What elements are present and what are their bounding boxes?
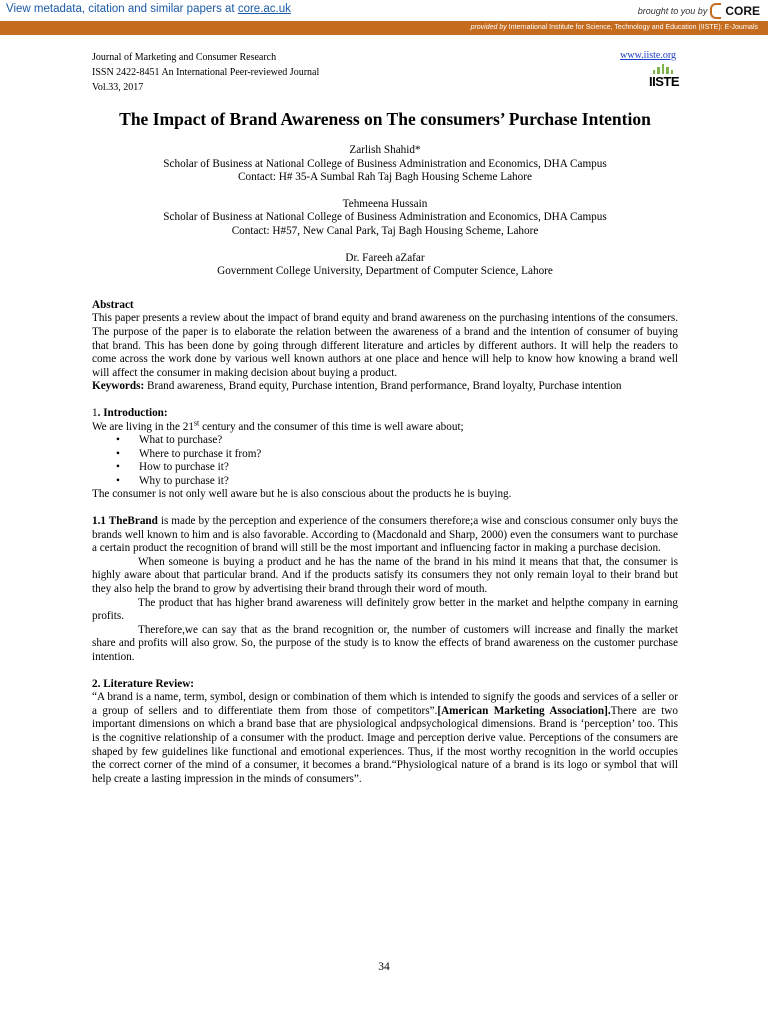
brought-by-text: brought to you by: [637, 6, 708, 16]
author-contact: Contact: H# 35-A Sumbal Rah Taj Bagh Housing Scheme Lahore: [238, 171, 532, 184]
iiste-logo: [647, 64, 680, 90]
provided-by-bar: [0, 23, 768, 35]
section-1-1-paragraph-1: 1.1 TheBrand is made by the perception and experience of the consumers therefore;a wise and conscious consumer only buys the brands well known to him and is also favorable. According to (Macdonald and Sharp, 2000) even the consumers want to purchase a certain product the recognition of brand will still be the most important and influencing factor in making a purchase decision.: [92, 515, 678, 555]
core-link-prefix: View metadata, citation and similar papers at: [6, 3, 238, 15]
intro-paragraph-2: The consumer is not only well aware but he is also conscious about the products he is buying.: [92, 488, 512, 501]
section-1-1-label: 1.1 TheBrand: [92, 515, 158, 528]
core-banner: [0, 0, 768, 23]
keywords-label: Keywords:: [92, 380, 145, 393]
section-1-1-paragraph-4: Therefore,we can say that as the brand recognition or, the number of customers will increase and finally the market share and profits will also grow. So, the purpose of the study is to know the effects of brand awareness on the customer purchase intention.: [92, 623, 678, 663]
author-block-3: [92, 252, 678, 279]
author-affiliation: Scholar of Business at National College of Business Administration and Economics, DHA Campus: [163, 211, 607, 224]
author-block-2: [92, 198, 678, 239]
journal-header: [92, 50, 319, 95]
author-block-1: [92, 144, 678, 185]
section-1-1-paragraph-3: The product that has higher brand awareness will definitely grow better in the market and helpthe company in earning profits.: [92, 596, 678, 623]
list-item: • Why to purchase it?: [92, 475, 678, 489]
core-brought-by[interactable]: [638, 3, 760, 19]
list-item: • What to purchase?: [92, 434, 678, 448]
author-affiliation: Scholar of Business at National College of Business Administration and Economics, DHA Campus: [163, 157, 607, 170]
list-item: • How to purchase it?: [92, 461, 678, 475]
journal-name: Journal of Marketing and Consumer Research: [92, 52, 277, 63]
literature-review-heading: 2. Literature Review:: [92, 677, 194, 690]
journal-site-link[interactable]: www.iiste.org: [620, 50, 676, 61]
iiste-logo-bars: [653, 64, 673, 74]
intro-bullet-list: [92, 434, 678, 488]
iiste-logo-text: IISTE: [649, 74, 680, 89]
intro-paragraph-1: We are living in the 21st century and the consumer of this time is well aware about;: [92, 417, 464, 433]
abstract-heading: Abstract: [92, 298, 134, 311]
paper-body: [92, 108, 678, 786]
core-link-anchor[interactable]: core.ac.uk: [237, 3, 291, 15]
keywords: [92, 380, 678, 394]
core-logo-icon: [710, 3, 721, 19]
provided-by-prefix: provided by: [470, 24, 507, 31]
literature-review-paragraph: “A brand is a name, term, symbol, design or combination of them which is intended to signify the goods and services of a seller or a group of sellers and to differentiate them from those of competitors”.[American Marketing Association].There are two important dimensions on which a brand base that are physiological andpsychological dimensions. Brand is ‘perception’ too. This is the cognitive relationship of a consumer with the product. Image and perception derive value. Perceptions of the consumers are shaped by few guidelines like functional and emotional experiences. Thus, if the most worthy recognition in the world occupies the correct corner of the mind of a consumer, it becomes a brand.“Physiological nature of a brand is its logo or symbol that will help create a lasting impression in the minds of consumers”.: [92, 691, 678, 785]
list-item: • Where to purchase it from?: [92, 448, 678, 462]
core-logo-text: CORE: [725, 4, 760, 18]
keywords-text: Brand awareness, Brand equity, Purchase intention, Brand performance, Brand loyalty, Purchase intention: [144, 380, 622, 393]
journal-issn: ISSN 2422-8451 An International Peer-reviewed Journal: [92, 67, 320, 78]
section-1-1-paragraph-2: When someone is buying a product and he has the name of the brand in his mind it means that that, the consumer is highly aware about that particular brand. And if the products satisfy its consumers they not only remain loyal to their brand but they also help the brand to grow by advertising their brand through their word of mouth.: [92, 555, 678, 596]
author-name: Dr. Fareeh aZafar: [345, 251, 425, 264]
author-name: Zarlish Shahid*: [349, 144, 421, 156]
provided-by-text: International Institute for Science, Technology and Education (IISTE): E-Journals: [506, 24, 758, 31]
core-metadata-link[interactable]: [6, 3, 291, 15]
intro-heading: 1. Introduction:: [92, 406, 168, 419]
author-contact: Contact: H#57, New Canal Park, Taj Bagh Housing Scheme, Lahore: [231, 224, 539, 237]
author-name: Tehmeena Hussain: [342, 197, 428, 210]
journal-volume: Vol.33, 2017: [92, 82, 144, 93]
author-affiliation: Government College University, Department of Computer Science, Lahore: [217, 265, 553, 278]
page-number: 34: [378, 961, 390, 973]
paper-title: The Impact of Brand Awareness on The consumers’ Purchase Intention: [119, 109, 651, 129]
abstract-text: This paper presents a review about the impact of brand equity and brand awareness on the purchasing intentions of the consumers. The purpose of the paper is to elaborate the relation between the awareness of a brand and the intention of consumer of buying that brand. This has been done by going through different literature and articles by different authors. It will help the readers to come across the work done by various well known authors at one place and hence will help to know how knowing a brand well will affect the consumer in making decision about buying a product.: [92, 312, 678, 379]
